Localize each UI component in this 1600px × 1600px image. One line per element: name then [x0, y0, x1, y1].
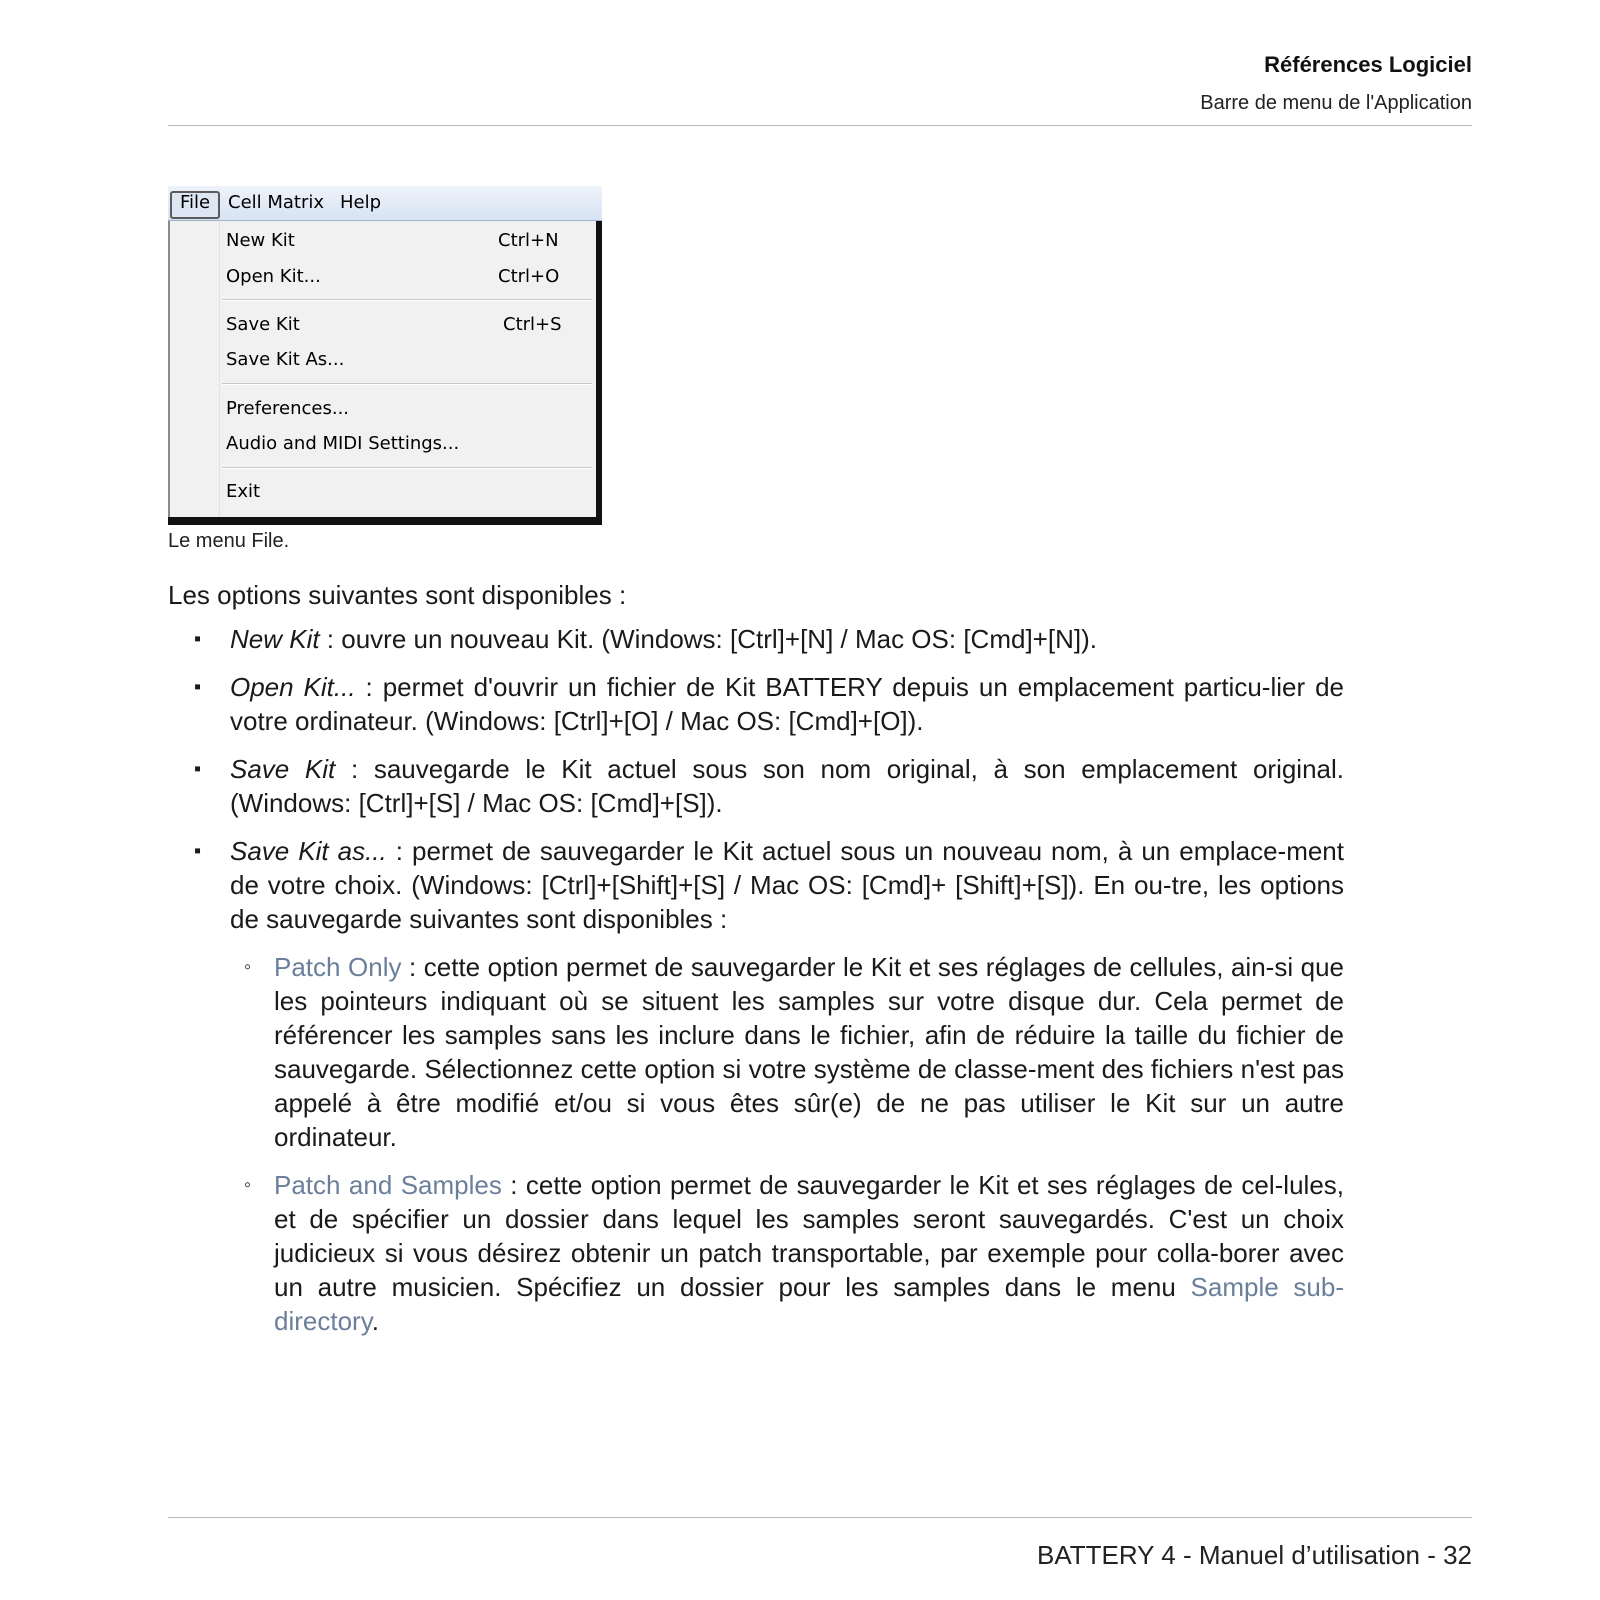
menu-file[interactable]: File: [170, 191, 220, 219]
menu-item-new-kit[interactable]: New Kit: [226, 230, 295, 251]
shortcut-save-kit: Ctrl+S: [503, 314, 562, 335]
option-description: : ouvre un nouveau Kit. (Windows: [Ctrl]+[N] / Mac OS: [Cmd]+[N]).: [319, 624, 1097, 654]
menu-item-preferences[interactable]: Preferences...: [226, 398, 350, 419]
menu-separator: [222, 467, 592, 469]
menu-item-save-kit[interactable]: Save Kit: [226, 314, 300, 335]
shortcut-open-kit: Ctrl+O: [498, 266, 560, 287]
bullet-marker: ▪: [194, 840, 202, 862]
link-patch-and-samples[interactable]: Patch and Samples: [274, 1170, 502, 1200]
option-description: : permet d'ouvrir un fichier de Kit BATTERY depuis un emplacement particu-lier de votre ordinateur. (Windows: [Ctrl]+[O] / Mac OS: [Cmd]+[O]).: [230, 672, 1344, 736]
option-description: : permet de sauvegarder le Kit actuel sous un nouveau nom, à un emplace-ment de votre choix. (Windows: [Ctrl]+[Shift]+[S] / Mac OS: [Cmd]+ [Shift]+[S]). En ou-tre, les options de sauvegarde suivantes sont disponibles :: [230, 836, 1344, 934]
option-term: Open Kit...: [230, 672, 356, 702]
link-patch-only[interactable]: Patch Only: [274, 952, 402, 982]
menu-gutter: [219, 221, 220, 517]
list-item: [168, 834, 1344, 1338]
bullet-marker: ▪: [194, 676, 202, 698]
option-list: [168, 622, 1344, 1352]
option-term: New Kit: [230, 624, 320, 654]
menu-item-save-kit-as[interactable]: Save Kit As...: [226, 349, 345, 370]
menu-separator: [222, 383, 592, 385]
bullet-marker: ▪: [194, 758, 202, 780]
menu-item-open-kit[interactable]: Open Kit...: [226, 266, 321, 287]
header-subtitle: Barre de menu de l'Application: [1200, 92, 1472, 114]
window-edge-bottom: [168, 517, 602, 525]
option-description: : sauvegarde le Kit actuel sous son nom original, à son emplacement original. (Windows: [Ctrl]+[S] / Mac OS: [Cmd]+[S]).: [230, 754, 1344, 818]
menu-item-audio-midi-settings[interactable]: Audio and MIDI Settings...: [226, 433, 460, 454]
list-item: [168, 670, 1344, 738]
menu-cell-matrix[interactable]: Cell Matrix: [228, 192, 325, 213]
intro-text: Les options suivantes sont disponibles :: [168, 580, 627, 610]
option-term: Save Kit: [230, 754, 336, 784]
window-edge: [596, 221, 602, 525]
option-term: Save Kit as...: [230, 836, 387, 866]
menu-help[interactable]: Help: [340, 192, 382, 213]
sub-option-description: : cette option permet de sauvegarder le Kit et ses réglages de cellules, ain-si que les pointeurs indiquant où se situent les samples sur votre disque dur. Cela permet de référencer les samples sans les inclure dans le fichier, afin de réduire la taille du fichier de sauvegarde. Sélectionnez cette option si votre système de classe-ment des fichiers n'est pas appelé à être modifié et/ou si vous êtes sûr(e) de ne pas utiliser le Kit sur un autre ordinateur.: [274, 952, 1345, 1152]
sub-list-item: [168, 1168, 1344, 1338]
figure-caption: Le menu File.: [168, 530, 290, 552]
header-title: Références Logiciel: [1264, 52, 1472, 77]
top-rule: [168, 125, 1472, 126]
sub-bullet-marker: ◦: [244, 1174, 252, 1196]
file-dropdown: [168, 221, 598, 519]
bottom-rule: [168, 1517, 1472, 1518]
list-item: [168, 752, 1344, 820]
shortcut-new-kit: Ctrl+N: [498, 230, 559, 251]
menu-separator: [222, 299, 592, 301]
file-menu-screenshot: [168, 186, 602, 525]
sub-bullet-marker: ◦: [244, 956, 252, 978]
menu-item-exit[interactable]: Exit: [226, 481, 261, 502]
list-item: [168, 622, 1344, 656]
page-footer: BATTERY 4 - Manuel d’utilisation - 32: [1037, 1540, 1472, 1570]
menu-bar: [168, 186, 602, 221]
sentence-end: .: [371, 1306, 380, 1336]
bullet-marker: ▪: [194, 628, 202, 650]
sub-option-description: : cette option permet de sauvegarder le Kit et ses réglages de cel-lules, et de spécifier un dossier dans lequel les samples seront sauvegardés. C'est un choix judicieux si vous désirez obtenir un patch transportable, par exemple pour colla-borer avec un autre musicien. Spécifiez un dossier pour les samples dans le menu: [274, 1170, 1345, 1302]
link-sample-sub-directory[interactable]: Sample sub-directory: [274, 1272, 1344, 1336]
sub-list-item: [168, 950, 1344, 1154]
